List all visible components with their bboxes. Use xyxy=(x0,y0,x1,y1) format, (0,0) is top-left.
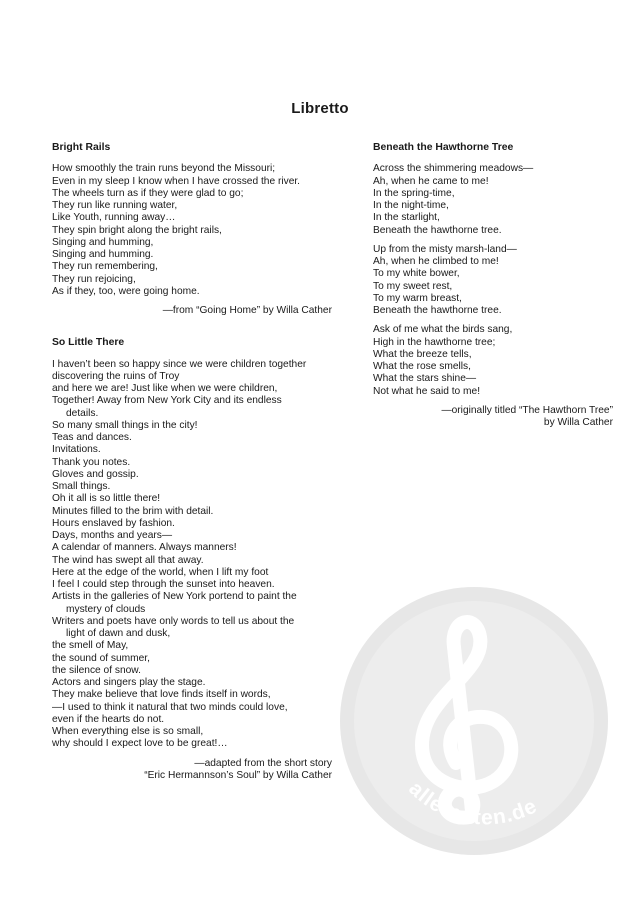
text-line: Beneath the hawthorne tree. xyxy=(373,224,502,236)
text-line: the silence of snow. xyxy=(52,664,141,676)
text-line: light of dawn and dusk, xyxy=(66,628,171,639)
text-line: by Willa Cather xyxy=(543,417,613,428)
text-line: discovering the ruins of Troy xyxy=(52,370,180,382)
poem-body xyxy=(52,359,332,751)
text-line: Days, months and years— xyxy=(52,530,173,541)
watermark-text: alle-noten.de xyxy=(404,777,542,830)
watermark-treble-clef-icon xyxy=(338,585,610,857)
text-line: How smoothly the train runs beyond the Missouri; xyxy=(52,163,276,175)
text-line: What the rose smells, xyxy=(373,361,471,372)
text-line: Ah, when he came to me! xyxy=(373,175,489,187)
text-line: The wheels turn as if they were glad to go; xyxy=(52,187,244,199)
page-title: Libretto xyxy=(291,100,349,117)
text-line: Across the shimmering meadows— xyxy=(373,163,534,175)
text-line: High in the hawthorne tree; xyxy=(373,336,496,348)
text-line: I feel I could step through the sunset into heaven. xyxy=(52,579,275,590)
text-line: Minutes filled to the brim with detail. xyxy=(52,505,214,517)
stanza xyxy=(373,163,613,237)
text-line: Here at the edge of the world, when I lift my foot xyxy=(52,566,269,578)
text-line: So many small things in the city! xyxy=(52,419,198,431)
text-line: Artists in the galleries of New York portend to paint the xyxy=(52,591,297,603)
text-line: the sound of summer, xyxy=(52,652,150,664)
text-line: Small things. xyxy=(52,481,111,492)
text-line: Even in my sleep I know when I have crossed the river. xyxy=(52,175,301,187)
text-line: —from “Going Home” by Willa Cather xyxy=(162,305,332,316)
text-line: Together! Away from New York City and its endless xyxy=(52,395,282,407)
stanza xyxy=(373,324,613,398)
poem-stanzas xyxy=(373,163,613,398)
text-line: Not what he said to me! xyxy=(373,385,481,397)
poem-body xyxy=(52,163,332,298)
section-heading: Beneath the Hawthorne Tree xyxy=(373,142,514,153)
text-line: —adapted from the short story xyxy=(194,757,332,769)
text-line: In the spring-time, xyxy=(373,187,455,199)
text-line: They run like running water, xyxy=(52,200,178,211)
text-line: Hours enslaved by fashion. xyxy=(52,517,175,529)
text-line: Ask of me what the birds sang, xyxy=(373,324,513,336)
text-line: Gloves and gossip. xyxy=(52,468,139,480)
text-line: They run rejoicing, xyxy=(52,273,136,285)
text-line: “Eric Hermannson’s Soul” by Willa Cather xyxy=(144,769,332,781)
text-line: As if they, too, were going home. xyxy=(52,285,200,297)
text-line: Ah, when he climbed to me! xyxy=(373,256,499,267)
text-line: What the stars shine— xyxy=(373,373,477,385)
text-line: When everything else is so small, xyxy=(52,726,204,737)
section-beneath-the-hawthorne-tree xyxy=(373,142,613,429)
text-line: and here we are! Just like when we were children, xyxy=(52,383,278,394)
section-so-little-there xyxy=(52,337,332,782)
attribution xyxy=(373,405,613,430)
left-column xyxy=(52,142,332,782)
text-line: I haven’t been so happy since we were children together xyxy=(52,358,307,370)
text-line: Teas and dances. xyxy=(52,432,132,443)
text-line: why should I expect love to be great!… xyxy=(52,738,228,750)
text-line: Actors and singers play the stage. xyxy=(52,677,206,688)
text-line: Invitations. xyxy=(52,444,101,456)
text-line: Oh it all is so little there! xyxy=(52,493,161,505)
attribution xyxy=(52,305,332,317)
text-line: The wind has swept all that away. xyxy=(52,554,204,566)
text-line: Thank you notes. xyxy=(52,456,131,468)
stanza xyxy=(373,244,613,318)
attribution xyxy=(52,758,332,783)
text-line: even if the hearts do not. xyxy=(52,713,165,725)
right-column xyxy=(373,142,613,429)
text-line: To my sweet rest, xyxy=(373,280,453,292)
section-heading: Bright Rails xyxy=(52,142,111,153)
text-line: A calendar of manners. Always manners! xyxy=(52,542,237,554)
text-line: Up from the misty marsh-land— xyxy=(373,243,517,255)
text-line: —I used to think it natural that two minds could love, xyxy=(52,701,288,713)
text-line: They run remembering, xyxy=(52,261,158,273)
text-line: the smell of May, xyxy=(52,640,129,652)
section-bright-rails xyxy=(52,142,332,317)
text-line: What the breeze tells, xyxy=(373,348,472,360)
text-line: They spin bright along the bright rails, xyxy=(52,224,222,236)
text-line: In the night-time, xyxy=(373,200,449,211)
text-line: Beneath the hawthorne tree. xyxy=(373,305,502,316)
text-line: They make believe that love finds itself in words, xyxy=(52,689,271,701)
text-line: Writers and poets have only words to tell us about the xyxy=(52,615,295,627)
section-heading: So Little There xyxy=(52,337,125,349)
text-line: Like Youth, running away… xyxy=(52,212,176,224)
text-line: In the starlight, xyxy=(373,212,440,224)
text-line: To my white bower, xyxy=(373,268,460,280)
text-line: Singing and humming, xyxy=(52,236,154,248)
text-line: —originally titled “The Hawthorn Tree” xyxy=(441,404,613,416)
text-line: mystery of clouds xyxy=(66,603,146,615)
text-line: Singing and humming. xyxy=(52,249,154,260)
text-line: details. xyxy=(66,407,99,419)
text-line: To my warm breast, xyxy=(373,292,462,304)
